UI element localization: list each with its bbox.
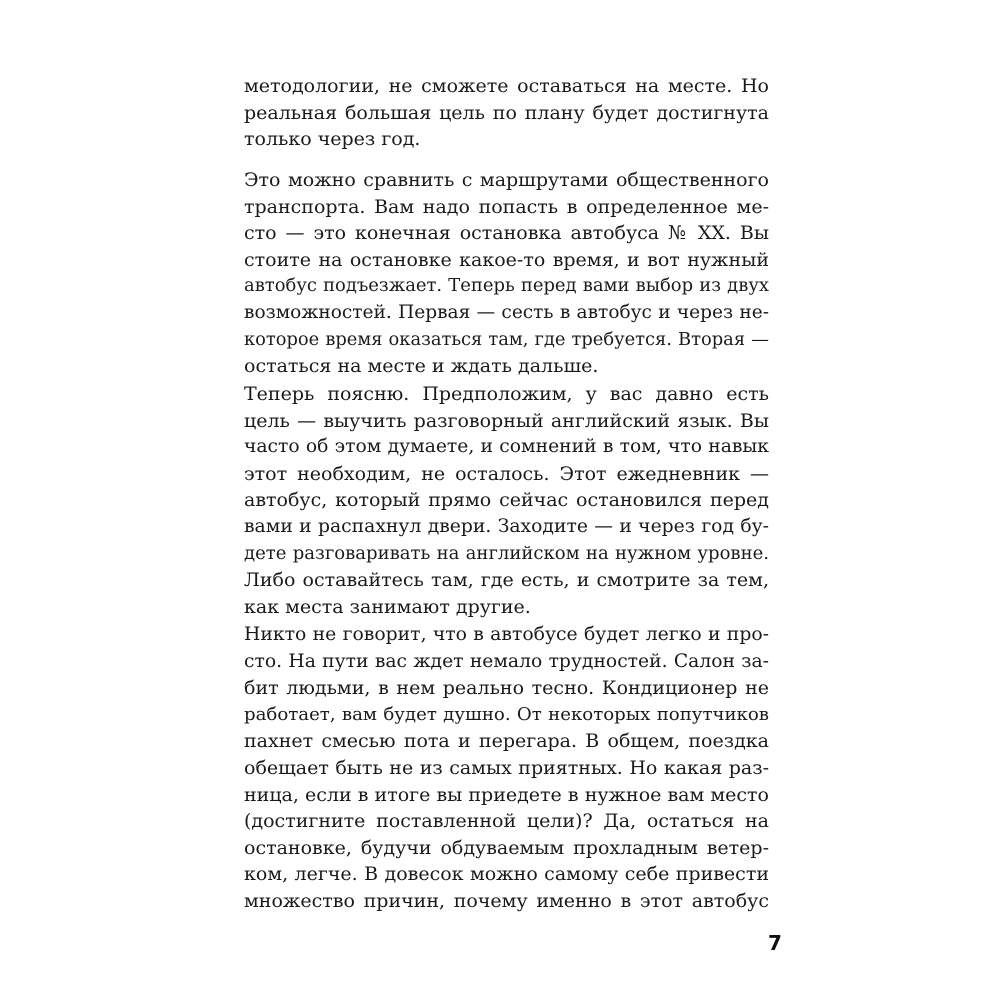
- paragraph-line: ком, легче. В довесок можно самому себе привести: [244, 863, 769, 886]
- paragraph-line: обещает быть не из самых приятных. Но какая раз-: [244, 756, 769, 779]
- paragraph-line: множество причин, почему именно в этот автобус: [244, 889, 769, 912]
- paragraph-line: сто — это конечная остановка автобуса № XX. Вы: [244, 222, 769, 245]
- paragraph-line: методологии, не сможете оставаться на месте. Но: [244, 75, 769, 97]
- paragraph-line: Теперь поясню. Предположим, у вас давно есть: [244, 383, 769, 405]
- paragraph-1: [244, 73, 769, 153]
- paragraph-line: транспорта. Вам надо попасть в определенное ме-: [244, 195, 769, 218]
- paragraph-line: работает, вам будет душно. От некоторых попутчиков: [244, 703, 769, 725]
- paragraph-line: дете разговаривать на английском на нужном уровне.: [244, 542, 769, 564]
- paragraph-4: [244, 622, 769, 915]
- paragraph-line: цель — выучить разговорный английский язык. Вы: [244, 409, 769, 432]
- paragraph-line: Никто не говорит, что в автобусе будет легко и про-: [244, 624, 769, 645]
- paragraph-line: автобус, который прямо сейчас остановился перед: [244, 489, 769, 512]
- paragraph-line: ница, если в итоге вы приедете в нужное вам место: [244, 783, 769, 806]
- paragraph-line: автобус подъезжает. Теперь перед вами выбор из двух: [244, 275, 769, 297]
- paragraph-line: которое время оказаться там, где требуется. Вторая —: [244, 328, 769, 350]
- paragraph-line: пахнет смесью пота и перегара. В общем, поездка: [244, 730, 769, 753]
- paragraph-line: только через год.: [244, 128, 421, 151]
- paragraph-line: бит людьми, в нем реально тесно. Кондиционер не: [244, 677, 769, 700]
- paragraph-line: сто. На пути вас ждет немало трудностей. Салон за-: [244, 650, 769, 672]
- paragraph-line: остаться на месте и ждать дальше.: [244, 355, 599, 378]
- paragraph-line: Это можно сравнить с маршрутами общественного: [244, 169, 769, 191]
- paragraph-line: остановке, будучи обдуваемым прохладным ветер-: [244, 836, 769, 859]
- paragraph-line: Либо оставайтесь там, где есть, и смотрите за тем,: [244, 569, 769, 592]
- paragraph-line: стоите на остановке какое-то время, и вот нужный: [244, 248, 769, 271]
- paragraph-line: возможностей. Первая — сесть в автобус и через не-: [244, 301, 769, 323]
- paragraph-3: [244, 381, 769, 620]
- paragraph-2: [244, 167, 769, 380]
- paragraph-line: как места занимают другие.: [244, 595, 531, 618]
- paragraph-line: часто об этом думаете, и сомнений в том, что навык: [244, 436, 769, 458]
- paragraph-line: реальная большая цель по плану будет достигнута: [244, 101, 769, 124]
- paragraph-line: (достигните поставленной цели)? Да, остаться на: [244, 810, 769, 833]
- paragraph-line: вами и распахнул двери. Заходите — и через год бу-: [244, 515, 769, 537]
- paragraph-line: этот необходим, не осталось. Этот ежедневник —: [244, 462, 769, 485]
- page-number: 7: [768, 931, 782, 955]
